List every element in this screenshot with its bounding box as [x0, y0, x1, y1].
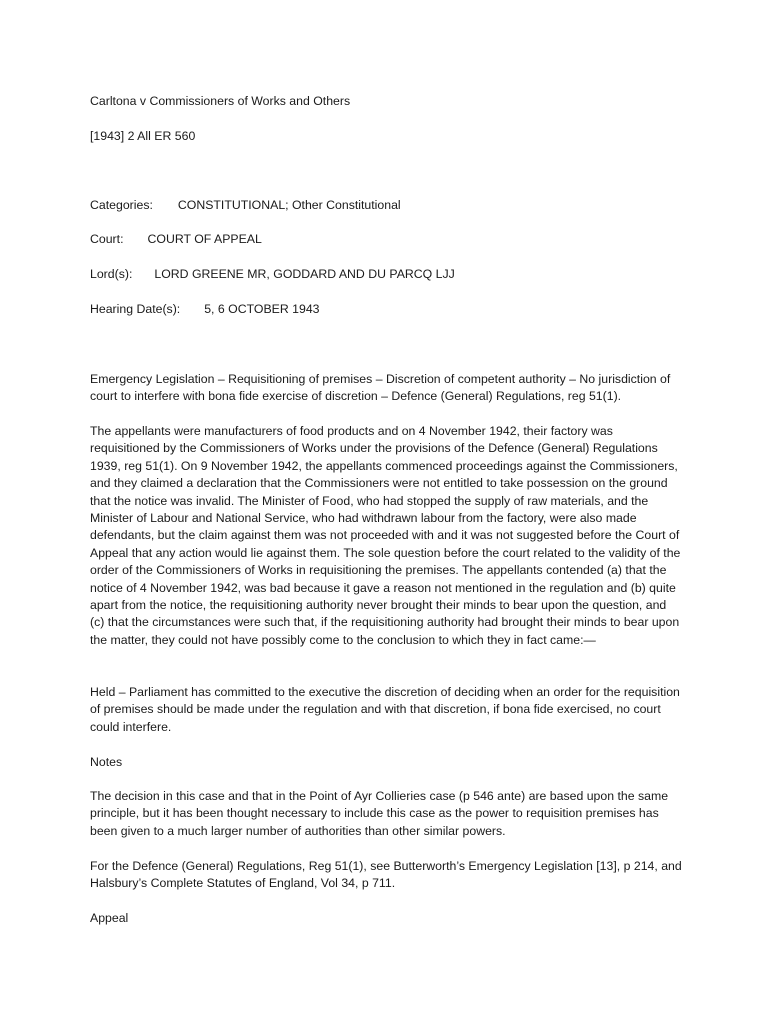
notes-paragraph-2: For the Defence (General) Regulations, Reg 51(1), see Butterworth’s Emergency Legislation [13], p 214, and Halsbury’s Complete Statutes of England, Vol 34, p 711.	[90, 859, 682, 891]
court-label: Court:	[90, 232, 124, 246]
catchwords-paragraph: Emergency Legislation – Requisitioning of premises – Discretion of competent authority – No jurisdiction of court to interfere with bona fide exercise of discretion – Defence (General) Regulations, reg 51(1).	[90, 372, 671, 404]
held-paragraph: Held – Parliament has committed to the executive the discretion of deciding when an order for the requisition of premises should be made under the regulation and with that discretion, if bona fide exercised, no court could interfere.	[90, 685, 680, 734]
lords-value: LORD GREENE MR, GODDARD AND DU PARCQ LJJ	[154, 267, 455, 281]
hearing-row	[90, 301, 320, 318]
citation: [1943] 2 All ER 560	[90, 129, 196, 143]
categories-label: Categories:	[90, 198, 153, 212]
hearing-value: 5, 6 OCTOBER 1943	[204, 302, 320, 316]
notes-paragraph-1: The decision in this case and that in the Point of Ayr Collieries case (p 546 ante) are based upon the same principle, but it has been thought necessary to include this case as the power to requisition premises has been given to a much larger number of authorities than other similar powers.	[90, 789, 669, 838]
court-row	[90, 231, 262, 248]
notes-heading: Notes	[90, 755, 123, 769]
lords-label: Lord(s):	[90, 267, 133, 281]
facts-paragraph: The appellants were manufacturers of food products and on 4 November 1942, their factory was requisitioned by the Commissioners of Works under the provisions of the Defence (General) Regulations 1939, reg 51(1). On 9 November 1942, the appellants commenced proceedings against the Commissioners, and they claimed a declaration that the Commissioners were not entitled to take possession on the ground that the notice was invalid. The Minister of Food, who had stopped the supply of raw materials, and the Minister of Labour and National Service, who had withdrawn labour from the factory, were also made defendants, but the claim against them was not proceeded with and it was not suggested before the Court of Appeal that any action would lie against them. The sole question before the court related to the validity of the order of the Commissioners of Works in requisitioning the premises. The appellants contended (a) that the notice of 4 November 1942, was bad because it gave a reason not mentioned in the regulation and (b) quite apart from the notice, the requisitioning authority never brought their minds to bear upon the question, and (c) that the circumstances were such that, if the requisitioning authority had brought their minds to bear upon the matter, they could not have possibly come to the conclusion to which they in fact came:—	[90, 424, 681, 647]
categories-value: CONSTITUTIONAL; Other Constitutional	[177, 198, 401, 212]
court-value: COURT OF APPEAL	[147, 232, 262, 246]
case-title: Carltona v Commissioners of Works and Others	[90, 94, 351, 108]
categories-row	[90, 197, 401, 214]
hearing-label: Hearing Date(s):	[90, 302, 181, 316]
appeal-heading: Appeal	[90, 911, 129, 925]
lords-row	[90, 266, 455, 283]
